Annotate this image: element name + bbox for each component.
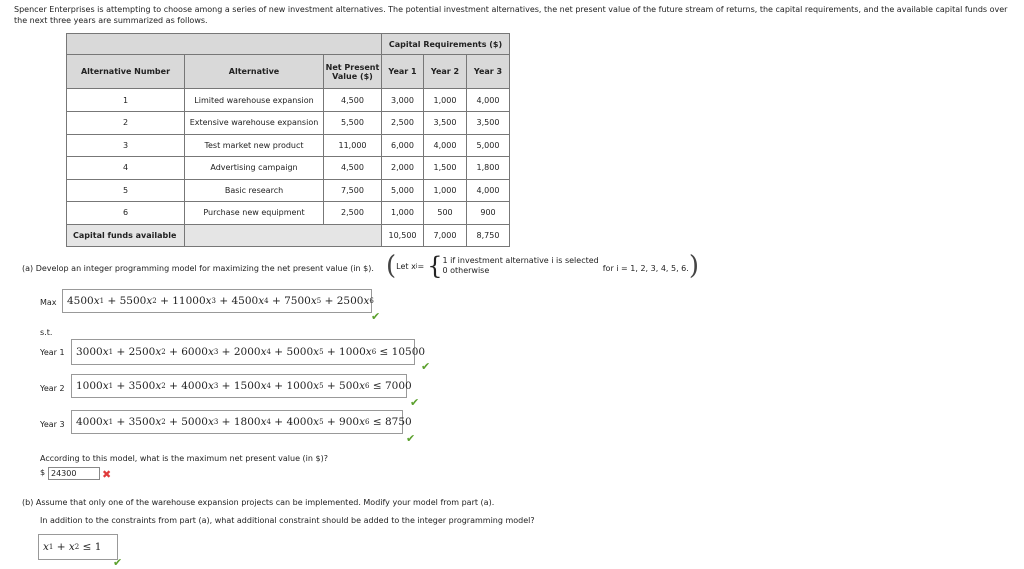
dollar-sign: $ [40, 468, 46, 477]
rhs-value: 8750 [384, 416, 412, 428]
rhs-value: 1 [94, 541, 102, 553]
year1-constraint-input[interactable]: 3000 x 1 + 2500 x 2 + 6000 x 3 + 2000 x 4 + 5000 x 5 + 1000 x 6 ≤ 10500 [71, 339, 415, 365]
table-row [67, 202, 510, 225]
table-cell: 1,000 [424, 179, 467, 202]
coefficient: 4500 [67, 295, 94, 307]
coefficient: 3000 [76, 346, 103, 358]
part-b-prompt: (b) Assume that only one of the warehouse expansion projects can be implemented. Modify your model from part (a). [22, 498, 495, 507]
coefficient: 2500 [336, 295, 364, 307]
coefficient: 11000 [172, 295, 206, 307]
table-cell: 4,000 [467, 179, 510, 202]
table-cell: 2,500 [324, 202, 382, 225]
table-cell: 4,000 [424, 134, 467, 157]
table-cell: 5,500 [324, 112, 382, 135]
table-row [67, 157, 510, 180]
table-cell: 1 [67, 89, 185, 112]
index-range: for i = 1, 2, 3, 4, 5, 6. [602, 263, 689, 273]
table-cell: 5 [67, 179, 185, 202]
table-cell: 1,000 [424, 89, 467, 112]
coefficient: 4000 [286, 416, 314, 428]
max-label: Max [40, 298, 57, 307]
coefficient: 1500 [233, 380, 261, 392]
case-selected: 1 if investment alternative i is selected [442, 256, 599, 265]
table-cell: 4,000 [467, 89, 510, 112]
year1-label: Year 1 [40, 348, 65, 357]
capital-funds-row [67, 224, 510, 247]
table-cell: 1,500 [424, 157, 467, 180]
table-cell: 2 [67, 112, 185, 135]
let-definition: ( Let x i = { 1 if investment alternative i is selected 0 otherwise for i = 1, 2, 3, 4, 5, 6. ) [386, 251, 699, 281]
table-cell: 4 [67, 157, 185, 180]
table-cell: Extensive warehouse expansion [185, 112, 324, 135]
year2-label: Year 2 [40, 384, 65, 393]
coefficient: 3500 [128, 416, 156, 428]
header-alt-number: Alternative Number [67, 55, 185, 89]
coefficient: 4000 [181, 380, 208, 392]
table-cell: 5,000 [467, 134, 510, 157]
capital-funds-y3: 8,750 [467, 224, 510, 247]
capital-table [66, 33, 510, 247]
coefficient: 5000 [181, 416, 208, 428]
table-cell: 3,500 [467, 112, 510, 135]
coefficient: 1000 [339, 346, 366, 358]
table-cell: Limited warehouse expansion [185, 89, 324, 112]
coefficient: 6000 [181, 346, 208, 358]
table-row [67, 89, 510, 112]
max-npv-answer-input[interactable]: 24300 [48, 467, 100, 480]
st-label: s.t. [40, 328, 53, 337]
coefficient: 2000 [233, 346, 261, 358]
coefficient: 3500 [128, 380, 156, 392]
objective-input[interactable]: 4500 x 1 + 5500 x 2 + 11000 x 3 + 4500 x 4 + 7500 x 5 + 2500 x 6 [62, 289, 372, 313]
check-icon: ✔ [113, 556, 123, 569]
coefficient: 7500 [284, 295, 311, 307]
capital-funds-label: Capital funds available [67, 224, 185, 247]
table-row [67, 179, 510, 202]
coefficient: 1000 [76, 380, 103, 392]
capital-funds-y1: 10,500 [382, 224, 424, 247]
table-cell: Purchase new equipment [185, 202, 324, 225]
additional-constraint-input[interactable]: x 1 + x 2 ≤ 1 [38, 534, 118, 560]
table-cell: 11,000 [324, 134, 382, 157]
case-otherwise: 0 otherwise [442, 266, 490, 275]
header-capital-requirements: Capital Requirements ($) [382, 34, 510, 55]
rhs-value: 10500 [391, 346, 426, 358]
table-row [67, 112, 510, 135]
table-cell: 900 [467, 202, 510, 225]
check-icon: ✔ [410, 396, 420, 409]
table-cell: 7,500 [324, 179, 382, 202]
coefficient: 4500 [231, 295, 259, 307]
table-cell: 1,000 [382, 202, 424, 225]
incorrect-x-icon: ✖ [102, 468, 112, 481]
table-cell: 3,000 [382, 89, 424, 112]
year3-label: Year 3 [40, 420, 65, 429]
table-cell: Advertising campaign [185, 157, 324, 180]
table-row [67, 134, 510, 157]
table-cell: 2,000 [382, 157, 424, 180]
check-icon: ✔ [421, 360, 431, 373]
check-icon: ✔ [406, 432, 416, 445]
coefficient: 4000 [76, 416, 103, 428]
capital-funds-y2: 7,000 [424, 224, 467, 247]
year3-constraint-input[interactable]: 4000 x 1 + 3500 x 2 + 5000 x 3 + 1800 x 4 + 4000 x 5 + 900 x 6 ≤ 8750 [71, 410, 403, 434]
part-a-prompt: (a) Develop an integer programming model for maximizing the net present value (in $). [22, 264, 374, 273]
table-cell: 4,500 [324, 157, 382, 180]
header-year3: Year 3 [467, 55, 510, 89]
table-cell: 3 [67, 134, 185, 157]
table-cell: Basic research [185, 179, 324, 202]
year2-constraint-input[interactable]: 1000 x 1 + 3500 x 2 + 4000 x 3 + 1500 x 4 + 1000 x 5 + 500 x 6 ≤ 7000 [71, 374, 407, 398]
table-cell: 3,500 [424, 112, 467, 135]
table-cell: 2,500 [382, 112, 424, 135]
coefficient: 1000 [286, 380, 314, 392]
part-b-question: In addition to the constraints from part (a), what additional constraint should be added to the integer programming model? [40, 516, 535, 525]
header-alternative: Alternative [185, 55, 324, 89]
coefficient: 5000 [286, 346, 314, 358]
rhs-value: 7000 [384, 380, 412, 392]
table-cell: 5,000 [382, 179, 424, 202]
table-cell: Test market new product [185, 134, 324, 157]
coefficient: 900 [339, 416, 360, 428]
coefficient: 2500 [128, 346, 156, 358]
check-icon: ✔ [371, 310, 381, 323]
coefficient: 5500 [119, 295, 147, 307]
table-cell: 4,500 [324, 89, 382, 112]
coefficient: 1800 [233, 416, 261, 428]
header-npv: Net Present Value ($) [324, 55, 382, 89]
problem-intro: Spencer Enterprises is attempting to choose among a series of new investment alternatives. The potential investment alternatives, the net present value of the future stream of returns, the capital requirements, and the available capital funds over the next three years are summarized as follows. [14, 5, 1008, 25]
header-year1: Year 1 [382, 55, 424, 89]
table-cell: 1,800 [467, 157, 510, 180]
coefficient: 500 [339, 380, 360, 392]
table-cell: 500 [424, 202, 467, 225]
max-npv-question: According to this model, what is the maximum net present value (in $)? [40, 454, 328, 463]
table-cell: 6,000 [382, 134, 424, 157]
header-year2: Year 2 [424, 55, 467, 89]
table-cell: 6 [67, 202, 185, 225]
